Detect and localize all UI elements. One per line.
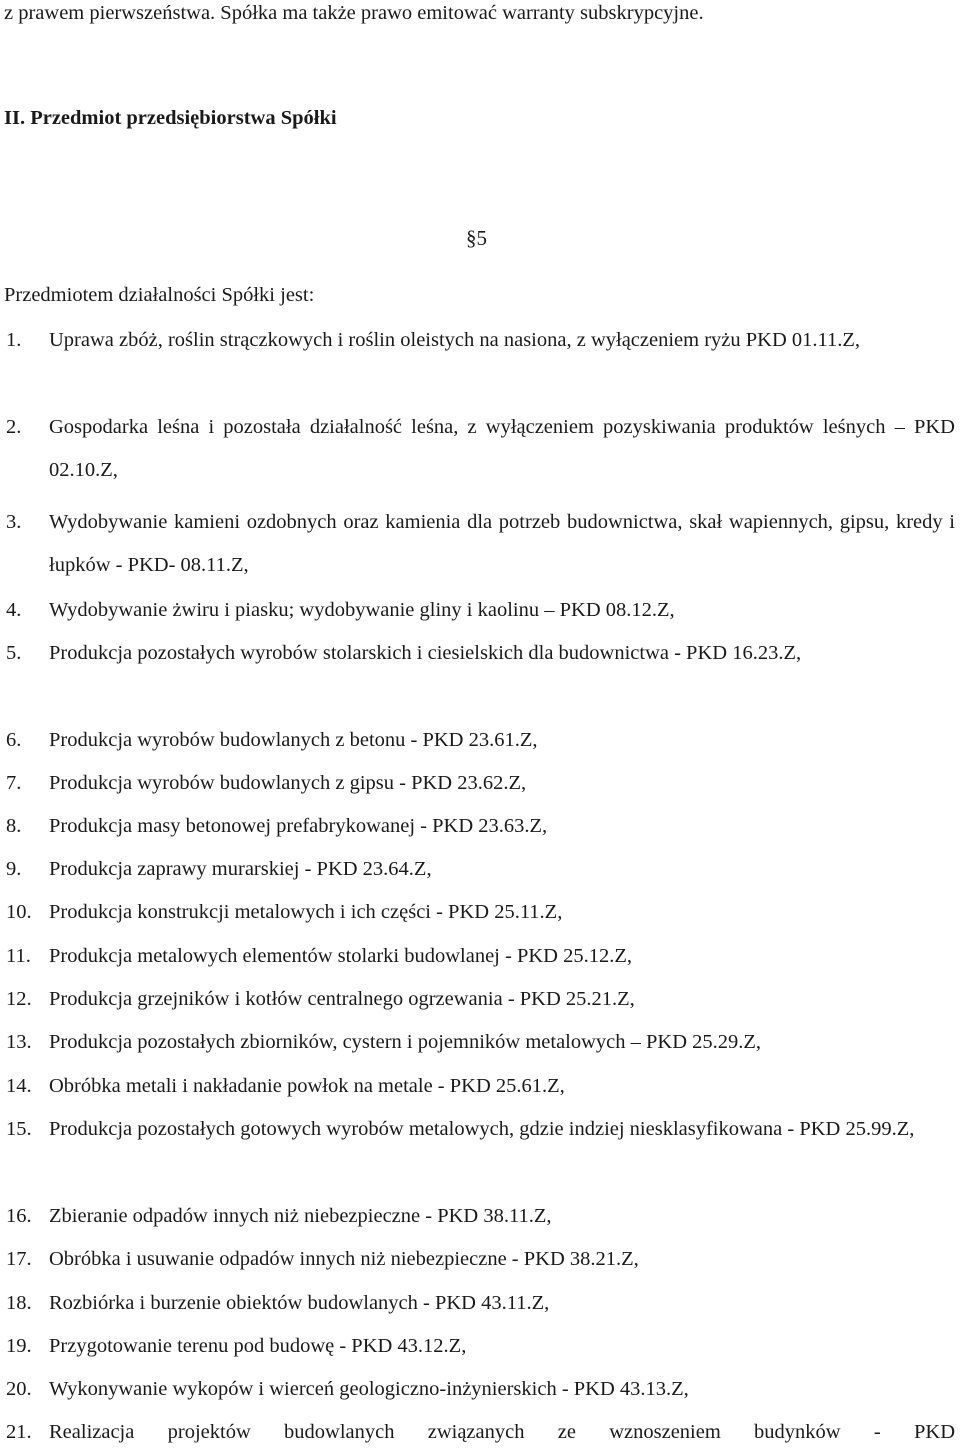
list-item-text: Produkcja konstrukcji metalowych i ich części - PKD 25.11.Z, — [49, 901, 563, 923]
list-item-text: Produkcja wyrobów budowlanych z betonu - PKD 23.61.Z, — [49, 729, 538, 751]
list-item-number: 15. — [6, 1118, 32, 1140]
paragraph-mark: §5 — [466, 226, 487, 250]
list-item-number: 6. — [6, 729, 22, 751]
list-item-number: 2. — [6, 416, 22, 438]
list-item-text: Wydobywanie kamieni ozdobnych oraz kamienia dla potrzeb budownictwa, skał wapiennych, gipsu, kredy i łupków - PKD- 08.11.Z, — [49, 511, 955, 576]
list-item-text: Produkcja wyrobów budowlanych z gipsu - PKD 23.62.Z, — [49, 772, 527, 794]
list-item-text: Wykonywanie wykopów i wierceń geologiczno-inżynierskich - PKD 43.13.Z, — [49, 1378, 689, 1400]
list-item-text: Wydobywanie żwiru i piasku; wydobywanie gliny i kaolinu – PKD 08.12.Z, — [49, 599, 675, 621]
previous-paragraph-tail: z prawem pierwszeństwa. Spółka ma także prawo emitować warranty subskrypcyjne. — [4, 2, 704, 24]
list-item-number: 1. — [6, 329, 22, 351]
list-item-number: 11. — [6, 945, 31, 967]
list-item-text: Gospodarka leśna i pozostała działalność leśna, z wyłączeniem pozyskiwania produktów leśnych – PKD 02.10.Z, — [49, 416, 955, 481]
list-item-text: Produkcja pozostałych gotowych wyrobów metalowych, gdzie indziej niesklasyfikowana - PKD 25.99.Z, — [49, 1118, 915, 1140]
list-item-text: Produkcja metalowych elementów stolarki budowlanej - PKD 25.12.Z, — [49, 945, 632, 967]
list-item-text: Zbieranie odpadów innych niż niebezpieczne - PKD 38.11.Z, — [49, 1205, 552, 1227]
list-item-text: Produkcja masy betonowej prefabrykowanej - PKD 23.63.Z, — [49, 815, 548, 837]
list-item-text: Obróbka metali i nakładanie powłok na metale - PKD 25.61.Z, — [49, 1075, 565, 1097]
list-item-text: Przygotowanie terenu pod budowę - PKD 43.12.Z, — [49, 1335, 467, 1357]
list-item-number: 19. — [6, 1335, 32, 1357]
list-item-text: Produkcja zaprawy murarskiej - PKD 23.64.Z, — [49, 858, 432, 880]
list-item-text: Produkcja grzejników i kotłów centralnego ogrzewania - PKD 25.21.Z, — [49, 988, 635, 1010]
section-heading: II. Przedmiot przedsiębiorstwa Spółki — [4, 107, 337, 129]
list-item-number: 9. — [6, 858, 22, 880]
list-item-text: Rozbiórka i burzenie obiektów budowlanych - PKD 43.11.Z, — [49, 1292, 550, 1314]
list-item-text: Realizacja projektów budowlanych związanych ze wznoszeniem budynków - PKD — [49, 1421, 955, 1443]
list-item-number: 21. — [6, 1421, 32, 1443]
list-item-number: 7. — [6, 772, 22, 794]
intro-text: Przedmiotem działalności Spółki jest: — [4, 284, 315, 306]
list-item-text: Uprawa zbóż, roślin strączkowych i roślin oleistych na nasiona, z wyłączeniem ryżu PKD 01.11.Z, — [49, 329, 861, 351]
list-item-number: 3. — [6, 511, 22, 533]
list-item-number: 5. — [6, 642, 22, 664]
list-item-text: Obróbka i usuwanie odpadów innych niż niebezpieczne - PKD 38.21.Z, — [49, 1248, 639, 1270]
list-item-number: 17. — [6, 1248, 32, 1270]
list-item-number: 16. — [6, 1205, 32, 1227]
list-item-number: 12. — [6, 988, 32, 1010]
list-item-number: 20. — [6, 1378, 32, 1400]
list-item-number: 18. — [6, 1292, 32, 1314]
list-item-number: 8. — [6, 815, 22, 837]
list-item-number: 10. — [6, 901, 32, 923]
list-item-text: Produkcja pozostałych wyrobów stolarskich i ciesielskich dla budownictwa - PKD 16.23.Z, — [49, 642, 802, 664]
list-item-text: Produkcja pozostałych zbiorników, cystern i pojemników metalowych – PKD 25.29.Z, — [49, 1031, 762, 1053]
list-item-number: 4. — [6, 599, 22, 621]
list-item-number: 13. — [6, 1031, 32, 1053]
list-item-number: 14. — [6, 1075, 32, 1097]
